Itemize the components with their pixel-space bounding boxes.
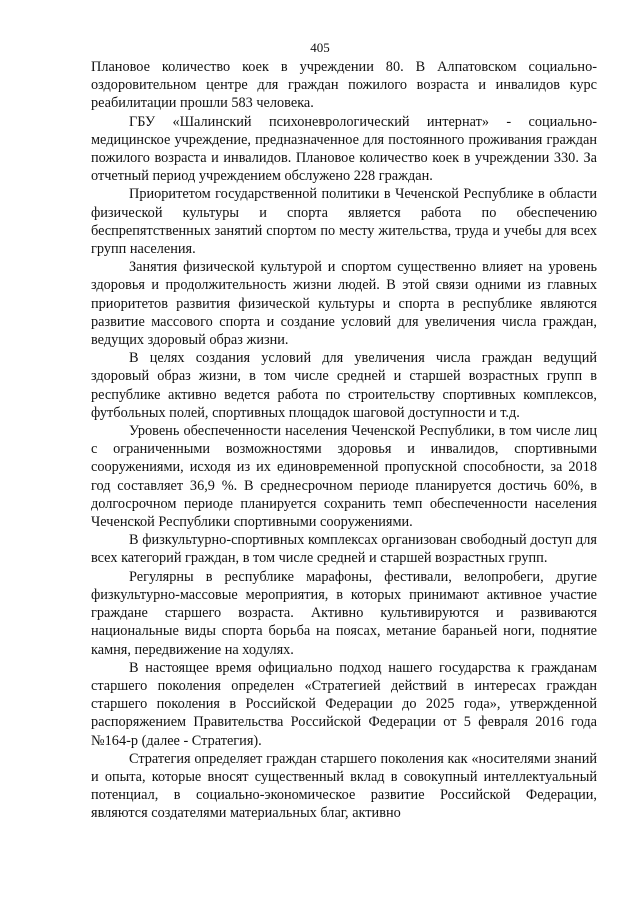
paragraph-4: Занятия физической культурой и спортом существенно влияет на уровень здоровья и продолжительность жизни людей. В этой связи одними из главных приоритетов развития физической культуры и спорта в республике являются развитие массового спорта и создание условий для увеличения числа граждан, ведущих здоровый образ жизни. — [91, 259, 597, 349]
paragraph-1: Плановое количество коек в учреждении 80. В Алпатовском социально-оздоровительном центре для граждан пожилого возраста и инвалидов курс реабилитации прошли 583 человека. — [91, 59, 597, 112]
paragraph-3: Приоритетом государственной политики в Чеченской Республике в области физической культуры и спорта является работа по обеспечению беспрепятственных занятий спортом по месту жительства, труда и учебы для всех групп населения. — [91, 186, 597, 258]
paragraph-10: Стратегия определяет граждан старшего поколения как «носителями знаний и опыта, которые вносят существенный вклад в совокупный интеллектуальный потенциал, в социально-экономическое развитие Российской Федерации, являются создателями материальных благ, активно — [91, 750, 597, 822]
paragraph-5: В целях создания условий для увеличения числа граждан ведущий здоровый образ жизни, в том числе средней и старшей возрастных групп в республике активно ведется работа по строительству спортивных комплексов, футбольных полей, спортивных площадок шаговой доступности и т.д. — [91, 350, 597, 421]
body-text — [91, 58, 597, 823]
paragraph-2: ГБУ «Шалинский психоневрологический интернат» - социально-медицинское учреждение, предназначенное для постоянного проживания граждан пожилого возраста и инвалидов. Плановое количество коек в учреждении 330. За отчетный период учреждением обслужено 228 граждан. — [91, 113, 597, 185]
paragraph-7: В физкультурно-спортивных комплексах организован свободный доступ для всех категорий граждан, в том числе средней и старшей возрастных групп. — [91, 532, 597, 567]
paragraph-8: Регулярны в республике марафоны, фестивали, велопробеги, другие физкультурно-массовые мероприятия, в которых принимают активное участие граждане старшего возраста. Активно культивируются и развиваются национальные виды спорта борьба на поясах, метание бараньей ноги, поднятие камня, передвижение на ходулях. — [91, 568, 597, 658]
paragraph-6: Уровень обеспеченности населения Чеченской Республики, в том числе лиц с ограниченными возможностями здоровья и инвалидов, спортивными сооружениями, исходя из их единовременной пропускной способности, за 2018 год составляет 36,9 %. В среднесрочном периоде планируется достичь 60%, в долгосрочном периоде планируется сохранить темп обеспеченности населения Чеченской Республики спортивными сооружениями. — [91, 423, 597, 531]
paragraph-9: В настоящее время официально подход нашего государства к гражданам старшего поколения определен «Стратегией действий в интересах граждан старшего поколения в Российской Федерации до 2025 года», утвержденной распоряжением Правительства Российской Федерации от 5 февраля 2016 года №164-р (далее - Стратегия). — [91, 659, 597, 749]
page-number: 405 — [310, 40, 330, 55]
